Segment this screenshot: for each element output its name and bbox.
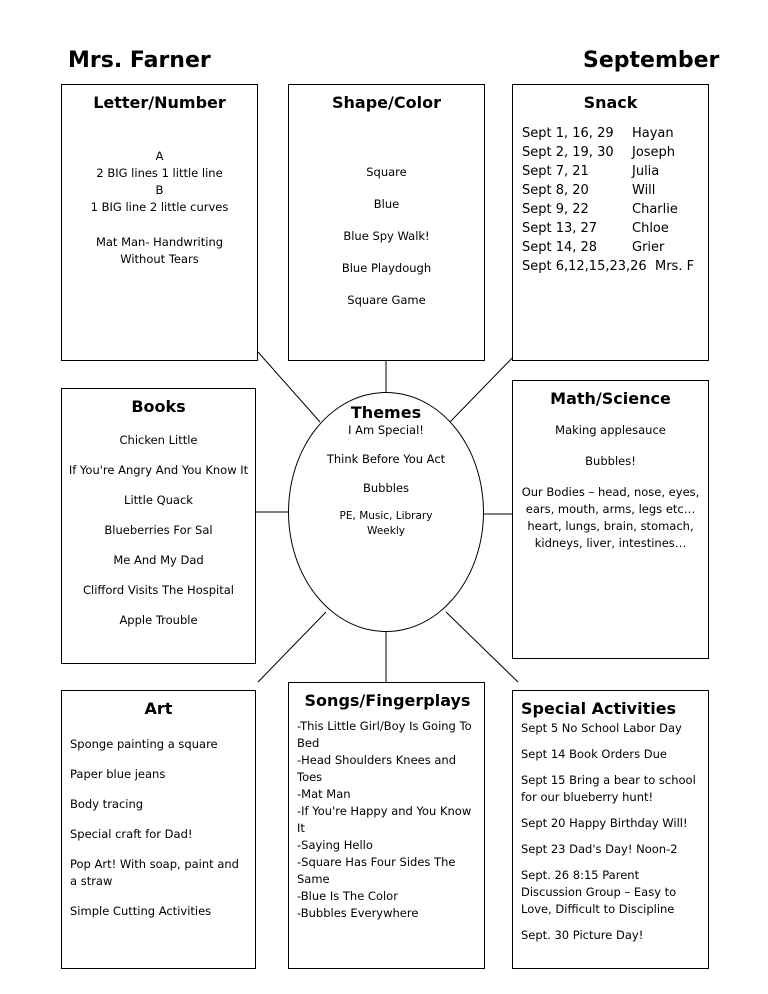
theme-item: Bubbles bbox=[362, 481, 410, 495]
snack-name: Joseph bbox=[632, 145, 676, 160]
book-item: Little Quack bbox=[124, 493, 193, 507]
art-item: Pop Art! With soap, paint and a straw bbox=[70, 857, 239, 888]
art-title: Art bbox=[144, 699, 173, 718]
special-item: Sept. 26 8:15 Parent Discussion Group – Easy to Love, Difficult to Discipline bbox=[521, 868, 677, 916]
snack-dates: Sept 1, 16, 29 bbox=[522, 126, 614, 141]
teacher-name: Mrs. Farner bbox=[68, 48, 211, 73]
song-item: -If You're Happy and You Know It bbox=[297, 804, 472, 835]
shape-color-item: Blue bbox=[373, 197, 400, 211]
shape-color-box bbox=[288, 84, 485, 361]
themes-title: Themes bbox=[350, 403, 422, 422]
snack-name: Will bbox=[632, 183, 656, 198]
art-box bbox=[61, 690, 256, 969]
art-item: Special craft for Dad! bbox=[70, 827, 193, 841]
special-item: Sept 14 Book Orders Due bbox=[521, 747, 667, 761]
math-item: Making applesauce bbox=[555, 423, 666, 437]
book-item: Apple Trouble bbox=[119, 613, 198, 627]
snack-name: Charlie bbox=[632, 202, 678, 217]
letter-line: A bbox=[155, 149, 164, 163]
book-item: Blueberries For Sal bbox=[104, 523, 213, 537]
special-item: Sept 23 Dad's Day! Noon-2 bbox=[521, 842, 678, 856]
snack-box bbox=[512, 84, 709, 361]
special-item: Sept 5 No School Labor Day bbox=[521, 721, 682, 735]
snack-dates: Sept 13, 27 bbox=[522, 221, 598, 236]
math-science-box bbox=[512, 380, 709, 659]
snack-dates: Sept 7, 21 bbox=[522, 164, 589, 179]
snack-dates: Sept 2, 19, 30 bbox=[522, 145, 614, 160]
song-item: -This Little Girl/Boy Is Going To Bed bbox=[297, 719, 472, 750]
shape-color-item: Blue Spy Walk! bbox=[343, 229, 430, 243]
snack-title: Snack bbox=[583, 93, 638, 112]
art-item: Paper blue jeans bbox=[70, 767, 166, 781]
books-box bbox=[61, 388, 256, 664]
snack-row bbox=[522, 143, 708, 162]
special-item: Sept 15 Bring a bear to school for our blueberry hunt! bbox=[521, 773, 696, 804]
letter-note: Mat Man- Handwriting Without Tears bbox=[95, 235, 224, 266]
shape-color-item: Blue Playdough bbox=[341, 261, 432, 275]
special-item: Sept 20 Happy Birthday Will! bbox=[521, 816, 688, 830]
snack-row bbox=[522, 124, 708, 143]
special-activities-title: Special Activities bbox=[521, 699, 677, 718]
songs-title: Songs/Fingerplays bbox=[304, 691, 471, 710]
theme-item: I Am Special! bbox=[348, 423, 424, 437]
themes-oval bbox=[288, 392, 484, 632]
song-item: -Head Shoulders Knees and Toes bbox=[297, 753, 456, 784]
shape-color-item: Square bbox=[366, 165, 407, 179]
snack-name: Grier bbox=[632, 240, 665, 255]
snack-row bbox=[522, 257, 708, 276]
snack-row bbox=[522, 200, 708, 219]
month-title: September bbox=[583, 48, 720, 73]
shape-color-item: Square Game bbox=[347, 293, 426, 307]
snack-name: Chloe bbox=[632, 221, 669, 236]
snack-row bbox=[522, 181, 708, 200]
book-item: Me And My Dad bbox=[113, 553, 204, 567]
special-item: Sept. 30 Picture Day! bbox=[521, 928, 644, 942]
snack-row bbox=[522, 162, 708, 181]
song-item: -Square Has Four Sides The Same bbox=[297, 855, 456, 886]
math-item: Our Bodies – head, nose, eyes, ears, mouth, arms, legs etc… heart, lungs, brain, stomach, kidneys, liver, intestines… bbox=[521, 485, 700, 550]
snack-row bbox=[522, 238, 708, 257]
math-science-title: Math/Science bbox=[550, 389, 671, 408]
theme-item: Think Before You Act bbox=[326, 452, 446, 466]
art-item: Simple Cutting Activities bbox=[70, 904, 212, 918]
snack-name: Julia bbox=[632, 164, 660, 179]
special-activities-box bbox=[512, 690, 709, 969]
letter-line: 2 BIG lines 1 little line bbox=[96, 166, 223, 180]
shape-color-title: Shape/Color bbox=[332, 93, 441, 112]
letter-number-box bbox=[61, 84, 258, 361]
song-item: -Saying Hello bbox=[297, 838, 373, 852]
art-item: Body tracing bbox=[70, 797, 144, 811]
snack-row bbox=[522, 219, 708, 238]
snack-name: Hayan bbox=[632, 126, 674, 141]
letter-line: 1 BIG line 2 little curves bbox=[90, 200, 229, 214]
book-item: If You're Angry And You Know It bbox=[68, 463, 249, 477]
theme-item: PE, Music, Library Weekly bbox=[339, 510, 433, 537]
snack-dates: Sept 9, 22 bbox=[522, 202, 589, 217]
art-item: Sponge painting a square bbox=[70, 737, 218, 751]
books-title: Books bbox=[131, 397, 186, 416]
snack-dates: Sept 6,12,15,23,26 bbox=[522, 259, 647, 274]
song-item: -Blue Is The Color bbox=[297, 889, 398, 903]
book-item: Chicken Little bbox=[119, 433, 198, 447]
book-item: Clifford Visits The Hospital bbox=[83, 583, 234, 597]
math-item: Bubbles! bbox=[585, 454, 636, 468]
letter-line: B bbox=[155, 183, 164, 197]
snack-dates: Sept 14, 28 bbox=[522, 240, 598, 255]
songs-box bbox=[288, 682, 485, 969]
song-item: -Bubbles Everywhere bbox=[297, 906, 419, 920]
snack-dates: Sept 8, 20 bbox=[522, 183, 589, 198]
snack-name: Mrs. F bbox=[655, 259, 695, 274]
letter-number-title: Letter/Number bbox=[93, 93, 226, 112]
song-item: -Mat Man bbox=[297, 787, 351, 801]
